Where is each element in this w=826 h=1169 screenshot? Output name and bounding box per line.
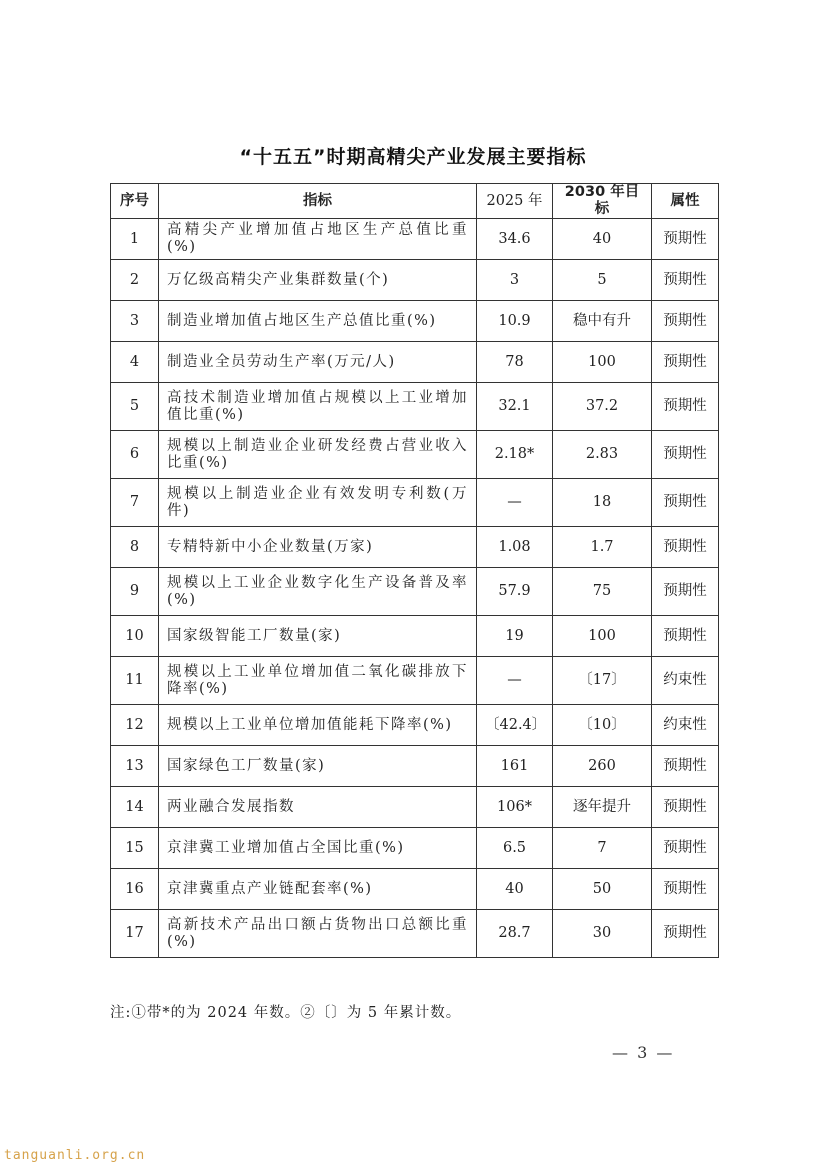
value-2025: 19 bbox=[477, 616, 553, 657]
indicator-name: 制造业全员劳动生产率(万元/人) bbox=[159, 342, 477, 383]
value-2030: 30 bbox=[553, 910, 652, 958]
row-number: 4 bbox=[111, 342, 159, 383]
attribute: 预期性 bbox=[652, 479, 719, 527]
attribute: 预期性 bbox=[652, 527, 719, 568]
attribute: 预期性 bbox=[652, 616, 719, 657]
table-row bbox=[111, 219, 719, 260]
attribute: 预期性 bbox=[652, 342, 719, 383]
indicator-name: 规模以上制造业企业有效发明专利数(万件) bbox=[159, 479, 477, 527]
attribute: 约束性 bbox=[652, 705, 719, 746]
indicator-name: 专精特新中小企业数量(万家) bbox=[159, 527, 477, 568]
table-row bbox=[111, 383, 719, 431]
indicator-name: 规模以上工业单位增加值二氧化碳排放下降率(%) bbox=[159, 657, 477, 705]
attribute: 预期性 bbox=[652, 787, 719, 828]
attribute: 预期性 bbox=[652, 260, 719, 301]
table-row bbox=[111, 301, 719, 342]
value-2025: 78 bbox=[477, 342, 553, 383]
value-2025: 28.7 bbox=[477, 910, 553, 958]
indicator-name: 国家级智能工厂数量(家) bbox=[159, 616, 477, 657]
row-number: 9 bbox=[111, 568, 159, 616]
table-row bbox=[111, 431, 719, 479]
value-2030: 100 bbox=[553, 616, 652, 657]
indicator-name: 国家绿色工厂数量(家) bbox=[159, 746, 477, 787]
value-2030: 2.83 bbox=[553, 431, 652, 479]
row-number: 3 bbox=[111, 301, 159, 342]
value-2025: 2.18* bbox=[477, 431, 553, 479]
value-2030: 18 bbox=[553, 479, 652, 527]
indicator-name: 两业融合发展指数 bbox=[159, 787, 477, 828]
indicator-name: 高精尖产业增加值占地区生产总值比重(%) bbox=[159, 219, 477, 260]
header-2025: 2025 年 bbox=[477, 184, 553, 219]
value-2025: 1.08 bbox=[477, 527, 553, 568]
row-number: 17 bbox=[111, 910, 159, 958]
table-row bbox=[111, 479, 719, 527]
table-row bbox=[111, 657, 719, 705]
watermark: tanguanli.org.cn bbox=[4, 1148, 146, 1163]
row-number: 12 bbox=[111, 705, 159, 746]
row-number: 16 bbox=[111, 869, 159, 910]
row-number: 2 bbox=[111, 260, 159, 301]
table-row bbox=[111, 787, 719, 828]
value-2030: 260 bbox=[553, 746, 652, 787]
row-number: 7 bbox=[111, 479, 159, 527]
value-2030: 1.7 bbox=[553, 527, 652, 568]
value-2025: 3 bbox=[477, 260, 553, 301]
table-row bbox=[111, 705, 719, 746]
value-2025: 10.9 bbox=[477, 301, 553, 342]
value-2030: 50 bbox=[553, 869, 652, 910]
value-2025: 32.1 bbox=[477, 383, 553, 431]
indicator-name: 京津冀重点产业链配套率(%) bbox=[159, 869, 477, 910]
header-2030-target: 2030 年目标 bbox=[553, 184, 652, 219]
table-row bbox=[111, 260, 719, 301]
attribute: 预期性 bbox=[652, 219, 719, 260]
table-row bbox=[111, 568, 719, 616]
table-note: 注:①带*的为 2024 年数。②〔〕为 5 年累计数。 bbox=[110, 1005, 462, 1021]
row-number: 5 bbox=[111, 383, 159, 431]
value-2025: 40 bbox=[477, 869, 553, 910]
attribute: 预期性 bbox=[652, 383, 719, 431]
value-2025: 161 bbox=[477, 746, 553, 787]
indicator-name: 万亿级高精尖产业集群数量(个) bbox=[159, 260, 477, 301]
attribute: 预期性 bbox=[652, 301, 719, 342]
indicator-name: 制造业增加值占地区生产总值比重(%) bbox=[159, 301, 477, 342]
value-2030: 5 bbox=[553, 260, 652, 301]
row-number: 1 bbox=[111, 219, 159, 260]
indicator-name: 规模以上制造业企业研发经费占营业收入比重(%) bbox=[159, 431, 477, 479]
row-number: 11 bbox=[111, 657, 159, 705]
row-number: 10 bbox=[111, 616, 159, 657]
table-header-row bbox=[111, 184, 719, 219]
attribute: 预期性 bbox=[652, 828, 719, 869]
row-number: 14 bbox=[111, 787, 159, 828]
page-number: — 3 — bbox=[612, 1043, 675, 1062]
value-2030: 稳中有升 bbox=[553, 301, 652, 342]
row-number: 13 bbox=[111, 746, 159, 787]
value-2030: 〔10〕 bbox=[553, 705, 652, 746]
value-2030: 40 bbox=[553, 219, 652, 260]
value-2025: — bbox=[477, 657, 553, 705]
value-2030: 100 bbox=[553, 342, 652, 383]
row-number: 15 bbox=[111, 828, 159, 869]
indicator-name: 规模以上工业单位增加值能耗下降率(%) bbox=[159, 705, 477, 746]
value-2025: 106* bbox=[477, 787, 553, 828]
attribute: 预期性 bbox=[652, 910, 719, 958]
indicator-table bbox=[110, 183, 719, 958]
table-title: “十五五”时期高精尖产业发展主要指标 bbox=[239, 146, 587, 168]
row-number: 8 bbox=[111, 527, 159, 568]
indicator-name: 规模以上工业企业数字化生产设备普及率(%) bbox=[159, 568, 477, 616]
value-2030: 7 bbox=[553, 828, 652, 869]
attribute: 预期性 bbox=[652, 431, 719, 479]
value-2030: 75 bbox=[553, 568, 652, 616]
table-row bbox=[111, 527, 719, 568]
value-2030: 逐年提升 bbox=[553, 787, 652, 828]
value-2025: 6.5 bbox=[477, 828, 553, 869]
attribute: 预期性 bbox=[652, 869, 719, 910]
table-row bbox=[111, 616, 719, 657]
value-2025: 34.6 bbox=[477, 219, 553, 260]
indicator-name: 高技术制造业增加值占规模以上工业增加值比重(%) bbox=[159, 383, 477, 431]
indicator-name: 高新技术产品出口额占货物出口总额比重(%) bbox=[159, 910, 477, 958]
row-number: 6 bbox=[111, 431, 159, 479]
attribute: 预期性 bbox=[652, 568, 719, 616]
attribute: 预期性 bbox=[652, 746, 719, 787]
value-2030: 37.2 bbox=[553, 383, 652, 431]
table-row bbox=[111, 746, 719, 787]
value-2030: 〔17〕 bbox=[553, 657, 652, 705]
header-attribute: 属性 bbox=[652, 184, 719, 219]
table-row bbox=[111, 910, 719, 958]
header-indicator: 指标 bbox=[159, 184, 477, 219]
indicator-name: 京津冀工业增加值占全国比重(%) bbox=[159, 828, 477, 869]
table-row bbox=[111, 342, 719, 383]
header-no: 序号 bbox=[111, 184, 159, 219]
value-2025: 〔42.4〕 bbox=[477, 705, 553, 746]
attribute: 约束性 bbox=[652, 657, 719, 705]
value-2025: 57.9 bbox=[477, 568, 553, 616]
value-2025: — bbox=[477, 479, 553, 527]
table-row bbox=[111, 869, 719, 910]
table-body bbox=[111, 219, 719, 958]
table-row bbox=[111, 828, 719, 869]
